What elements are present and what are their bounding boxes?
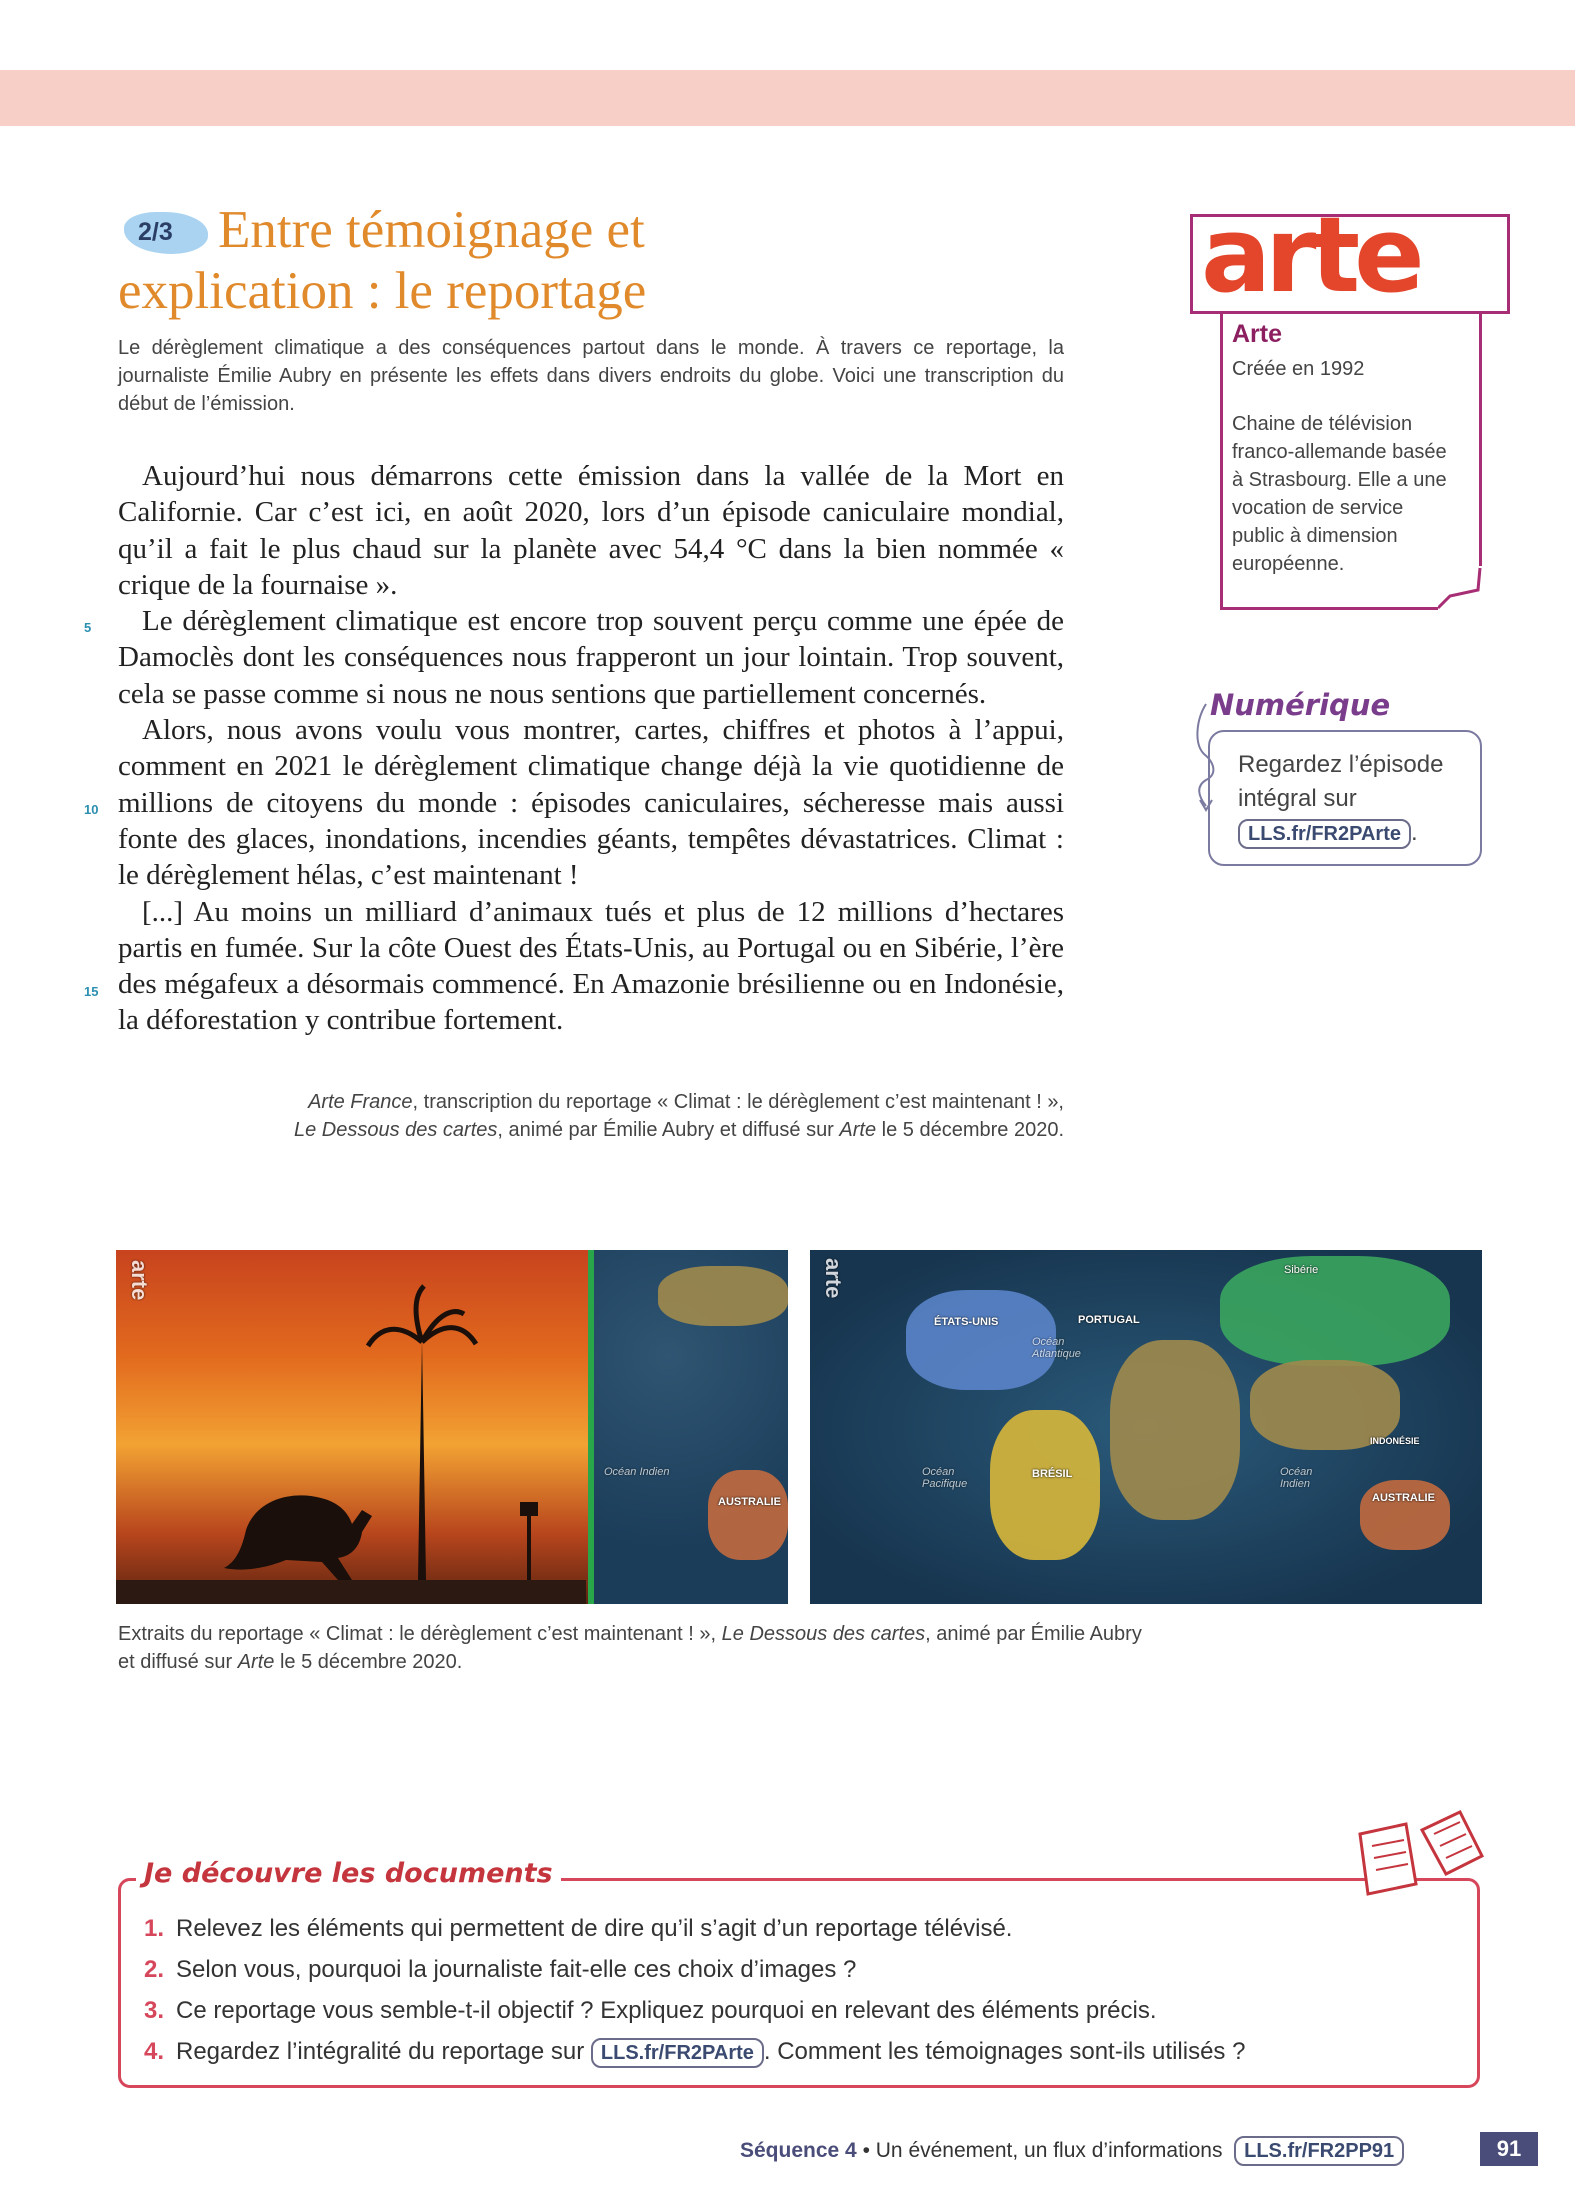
arte-created: Créée en 1992: [1232, 358, 1365, 380]
questions-title: Je découvre les documents: [136, 1858, 561, 1889]
line-number: 10: [84, 802, 99, 817]
fire-arte-watermark: arte: [127, 1260, 152, 1301]
page-number: 91: [1480, 2132, 1538, 2166]
fire-inset-map: Océan Indien AUSTRALIE: [588, 1250, 788, 1604]
kangaroo-silhouette-icon: [116, 1250, 586, 1604]
episode-link[interactable]: LLS.fr/FR2PArte: [1238, 819, 1411, 849]
arte-description: Chaine de télévision franco-allemande basée à Strasbourg. Elle a une vocation de service public à dimension européenne.: [1232, 413, 1447, 575]
line-number: 15: [84, 984, 99, 999]
paragraph: [...] Au moins un milliard d’animaux tués et plus de 12 millions d’hectares partis en fumée. Sur la côte Ouest des États-Unis, au Portugal ou en Sibérie, l’ère des mégafeux a désormais commencé. En Amazonie brésilienne ou en Indonésie, la déforestation y contribue fortement.: [118, 895, 1064, 1037]
list-item: 4. Regardez l’intégralité du reportage sur LLS.fr/FR2PArte . Comment les témoignages sont-ils utilisés ?: [144, 2031, 1464, 2072]
paragraph: Aujourd’hui nous démarrons cette émission dans la vallée de la Mort en Californie. Car c’est ici, en août 2020, lors d’un épisode caniculaire mondial, qu’il a fait le plus chaud sur la planète avec 54,4 °C dans la bien nommée « crique de la fournaise ».: [118, 460, 1064, 601]
line-number: 5: [84, 620, 92, 635]
page-footer: Séquence 4 • Un événement, un flux d’informations LLS.fr/FR2PP91: [740, 2136, 1404, 2166]
transcript-text: [118, 458, 1064, 1039]
numerique-text: Regardez l’épisode intégral sur LLS.fr/FR2PArte .: [1238, 748, 1470, 850]
photo-caption: Extraits du reportage « Climat : le dérèglement c’est maintenant ! », Le Dessous des cartes, animé par Émilie Aubry et diffusé sur Arte le 5 décembre 2020.: [118, 1623, 1142, 1673]
bushfire-photo: [116, 1250, 788, 1604]
world-map-photo: arte Sibérie ÉTATS-UNIS PORTUGAL Océan Atlantique Océan Pacifique BRÉSIL Océan Indien INDONÉSIE AUSTRALIE: [810, 1250, 1482, 1604]
paragraph: Alors, nous avons voulu vous montrer, cartes, chiffres et photos à l’appui, comment en 2021 le dérèglement climatique change déjà la vie quotidienne de millions de citoyens du monde : épisodes caniculaires, sécheresse mais aussi fonte des glaces, inondations, incendies géants, tempêtes dévastatrices. Climat : le dérèglement hélas, c’est maintenant !: [118, 714, 1064, 892]
top-color-band: [0, 70, 1575, 126]
questions-list: [144, 1908, 1464, 2072]
report-link[interactable]: LLS.fr/FR2PArte: [591, 2038, 764, 2068]
numerique-title: Numérique: [1210, 688, 1391, 722]
arte-logo: arte: [1190, 214, 1510, 314]
paragraph: Le dérèglement climatique est encore trop souvent perçu comme une épée de Damoclès dont les conséquences nous frapperont un jour lointain. Trop souvent, cela se passe comme si nous ne nous sentions que partiellement concernés.: [118, 605, 1064, 710]
intro-text: Le dérèglement climatique a des conséquences partout dans le monde. À travers ce reportage, la journaliste Émilie Aubry en présente les effets dans divers endroits du globe. Voici une transcription du début de l’émission.: [118, 337, 1064, 415]
papers-icon: [1350, 1810, 1490, 1920]
list-item: 1. Relevez les éléments qui permettent de dire qu’il s’agit d’un reportage télévisé.: [144, 1915, 1013, 1942]
arte-name: Arte: [1232, 320, 1283, 348]
list-item: 3. Ce reportage vous semble-t-il objectif ? Expliquez pourquoi en relevant des éléments précis.: [144, 1997, 1157, 2024]
document-title: Entre témoignage et explication : le reportage: [118, 201, 647, 320]
document-number-badge: 2/3: [124, 212, 208, 254]
footer-link[interactable]: LLS.fr/FR2PP91: [1234, 2136, 1404, 2166]
list-item: 2. Selon vous, pourquoi la journaliste fait-elle ces choix d’images ?: [144, 1956, 857, 1983]
source-citation: Arte France, transcription du reportage « Climat : le dérèglement c’est maintenant ! », Le Dessous des cartes, animé par Émilie Aubry et diffusé sur Arte le 5 décembre 2020.: [293, 1091, 1064, 1141]
